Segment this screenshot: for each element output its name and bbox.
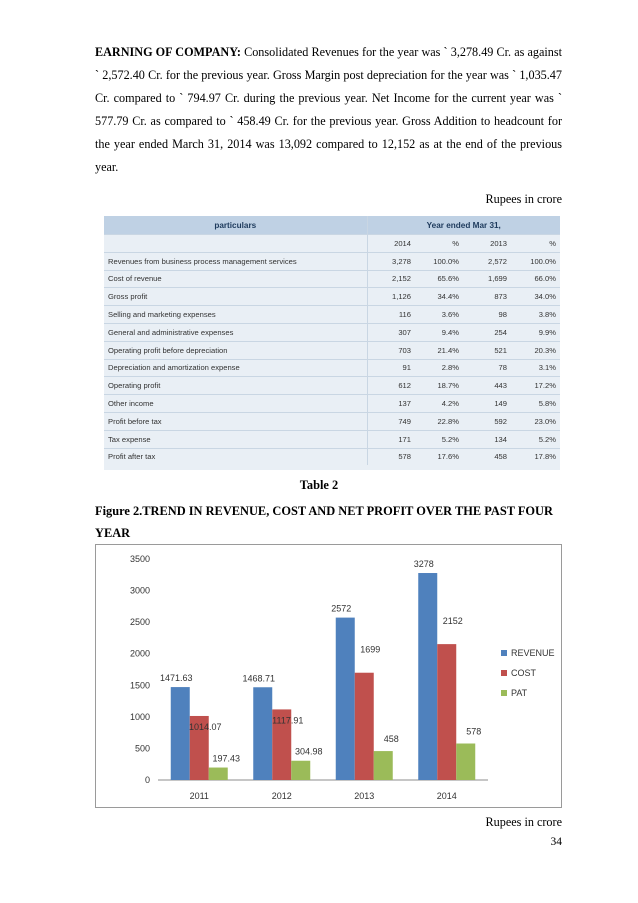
bar-chart-svg (96, 545, 563, 809)
row-value-2013: 134 (463, 430, 511, 448)
table-row (104, 341, 560, 359)
data-label-pat: 304.98 (294, 746, 323, 757)
data-label-pat: 458 (383, 734, 399, 745)
table-header-row (104, 216, 560, 235)
row-value-2014: 612 (367, 377, 415, 395)
row-pct-2013: 3.1% (511, 359, 560, 377)
legend-swatch-cost (501, 670, 507, 676)
row-value-2013: 592 (463, 412, 511, 430)
table-row (104, 430, 560, 448)
bar-pat-2011 (209, 768, 228, 780)
row-value-2014: 578 (367, 448, 415, 465)
data-label-revenue: 2572 (331, 603, 352, 614)
row-value-2013: 2,572 (463, 252, 511, 270)
row-pct-2014: 65.6% (415, 270, 463, 288)
data-label-cost: 1014.07 (188, 721, 222, 732)
legend-label-cost: COST (511, 668, 537, 678)
table-caption: Table 2 (299, 478, 339, 492)
row-pct-2014: 5.2% (415, 430, 463, 448)
table-row (104, 412, 560, 430)
row-value-2013: 458 (463, 448, 511, 465)
subheader-2014: 2014 (367, 235, 415, 253)
table-row (104, 270, 560, 288)
table-row (104, 359, 560, 377)
bar-revenue-2013 (336, 618, 355, 780)
table-row (104, 323, 560, 341)
financial-table (104, 216, 560, 470)
table-row (104, 252, 560, 270)
bar-pat-2014 (456, 744, 475, 780)
row-value-2014: 3,278 (367, 252, 415, 270)
row-value-2014: 703 (367, 341, 415, 359)
bar-cost-2013 (355, 673, 374, 780)
row-pct-2014: 18.7% (415, 377, 463, 395)
table-row (104, 395, 560, 413)
subheader-2013: 2013 (463, 235, 511, 253)
row-value-2013: 149 (463, 395, 511, 413)
row-value-2013: 521 (463, 341, 511, 359)
row-value-2013: 254 (463, 323, 511, 341)
row-pct-2013: 9.9% (511, 323, 560, 341)
table-row (104, 448, 560, 465)
row-pct-2014: 17.6% (415, 448, 463, 465)
y-tick-label: 0 (144, 775, 150, 785)
row-value-2014: 137 (367, 395, 415, 413)
data-label-revenue: 1471.63 (159, 673, 193, 684)
x-tick-label: 2014 (436, 791, 457, 801)
x-tick-label: 2012 (271, 791, 292, 801)
row-label: Profit after tax (104, 448, 367, 465)
row-pct-2013: 5.8% (511, 395, 560, 413)
header-year-ended: Year ended Mar 31, (367, 216, 560, 235)
row-pct-2014: 2.8% (415, 359, 463, 377)
row-value-2013: 1,699 (463, 270, 511, 288)
y-tick-label: 2000 (129, 648, 150, 659)
figure-title: Figure 2.TREND IN REVENUE, COST AND NET PROFIT OVER THE PAST FOUR YEAR (95, 504, 553, 540)
y-tick-label: 2500 (129, 617, 150, 628)
subheader-blank (104, 235, 367, 253)
y-tick-label: 500 (134, 743, 150, 754)
row-value-2013: 443 (463, 377, 511, 395)
y-tick-label: 1000 (129, 711, 150, 722)
legend-label-revenue: REVENUE (511, 648, 555, 658)
row-pct-2013: 17.2% (511, 377, 560, 395)
row-label: Profit before tax (104, 412, 367, 430)
page-number: 34 (550, 836, 562, 848)
earnings-paragraph (95, 41, 562, 179)
data-label-cost: 1117.91 (272, 715, 304, 726)
row-pct-2013: 20.3% (511, 341, 560, 359)
row-label: Operating profit before depreciation (104, 341, 367, 359)
bar-revenue-2014 (418, 573, 437, 780)
y-tick-label: 1500 (129, 680, 150, 691)
row-label: Tax expense (104, 430, 367, 448)
data-label-pat: 578 (466, 726, 482, 737)
row-pct-2013: 5.2% (511, 430, 560, 448)
row-value-2013: 78 (463, 359, 511, 377)
y-tick-label: 3500 (129, 554, 150, 564)
row-label: Other income (104, 395, 367, 413)
row-pct-2013: 100.0% (511, 252, 560, 270)
row-label: Revenues from business process management services (104, 252, 367, 270)
table-row (104, 377, 560, 395)
row-value-2014: 171 (367, 430, 415, 448)
row-value-2013: 98 (463, 306, 511, 324)
row-value-2014: 116 (367, 306, 415, 324)
legend-swatch-pat (501, 690, 507, 696)
row-pct-2014: 34.4% (415, 288, 463, 306)
row-pct-2013: 66.0% (511, 270, 560, 288)
paragraph-heading: EARNING OF COMPANY: (95, 45, 241, 59)
row-pct-2014: 9.4% (415, 323, 463, 341)
bar-chart (95, 544, 562, 808)
row-value-2014: 749 (367, 412, 415, 430)
bar-pat-2012 (291, 761, 310, 780)
table-subheader-row (104, 235, 560, 253)
table-row (104, 306, 560, 324)
row-pct-2013: 3.8% (511, 306, 560, 324)
bar-revenue-2012 (253, 687, 272, 780)
paragraph-body: Consolidated Revenues for the year was ` 3,278.49 Cr. as against ` 2,572.40 Cr. for the previous year. Gross Margin post depreciation for the year was ` 1,035.47 Cr. compared to ` 794.97 Cr. during the previous year. Net Income for the current year was ` 577.79 Cr. as compared to ` 458.49 Cr. for the previous year. Gross Addition to headcount for the year ended March 31, 2014 was 13,092 compared to 12,152 as at the end of the previous year. (95, 45, 562, 174)
data-label-pat: 197.43 (212, 753, 241, 764)
x-tick-label: 2013 (354, 791, 375, 801)
row-label: General and administrative expenses (104, 323, 367, 341)
data-label-revenue: 1468.71 (242, 673, 276, 684)
row-pct-2013: 17.8% (511, 448, 560, 465)
row-label: Selling and marketing expenses (104, 306, 367, 324)
data-label-cost: 2152 (442, 616, 463, 627)
row-value-2014: 91 (367, 359, 415, 377)
bar-revenue-2011 (171, 687, 190, 780)
row-pct-2013: 23.0% (511, 412, 560, 430)
row-value-2014: 1,126 (367, 288, 415, 306)
bar-pat-2013 (374, 751, 393, 780)
row-label: Depreciation and amortization expense (104, 359, 367, 377)
row-value-2013: 873 (463, 288, 511, 306)
row-pct-2014: 3.6% (415, 306, 463, 324)
subheader-pct-2013: % (511, 235, 560, 253)
legend-swatch-revenue (501, 650, 507, 656)
row-pct-2013: 34.0% (511, 288, 560, 306)
row-label: Operating profit (104, 377, 367, 395)
legend-label-pat: PAT (511, 688, 528, 698)
row-value-2014: 2,152 (367, 270, 415, 288)
subheader-pct-2014: % (415, 235, 463, 253)
data-label-cost: 1699 (360, 644, 381, 655)
header-particulars: particulars (104, 216, 367, 235)
row-pct-2014: 100.0% (415, 252, 463, 270)
bar-cost-2014 (437, 644, 456, 780)
row-pct-2014: 22.8% (415, 412, 463, 430)
row-value-2014: 307 (367, 323, 415, 341)
x-tick-label: 2011 (189, 791, 209, 801)
data-label-revenue: 3278 (413, 559, 434, 570)
y-tick-label: 3000 (129, 585, 150, 596)
units-note-bottom: Rupees in crore (485, 815, 562, 829)
row-label: Gross profit (104, 288, 367, 306)
units-note-top: Rupees in crore (485, 192, 562, 206)
table-row (104, 288, 560, 306)
row-label: Cost of revenue (104, 270, 367, 288)
row-pct-2014: 21.4% (415, 341, 463, 359)
row-pct-2014: 4.2% (415, 395, 463, 413)
